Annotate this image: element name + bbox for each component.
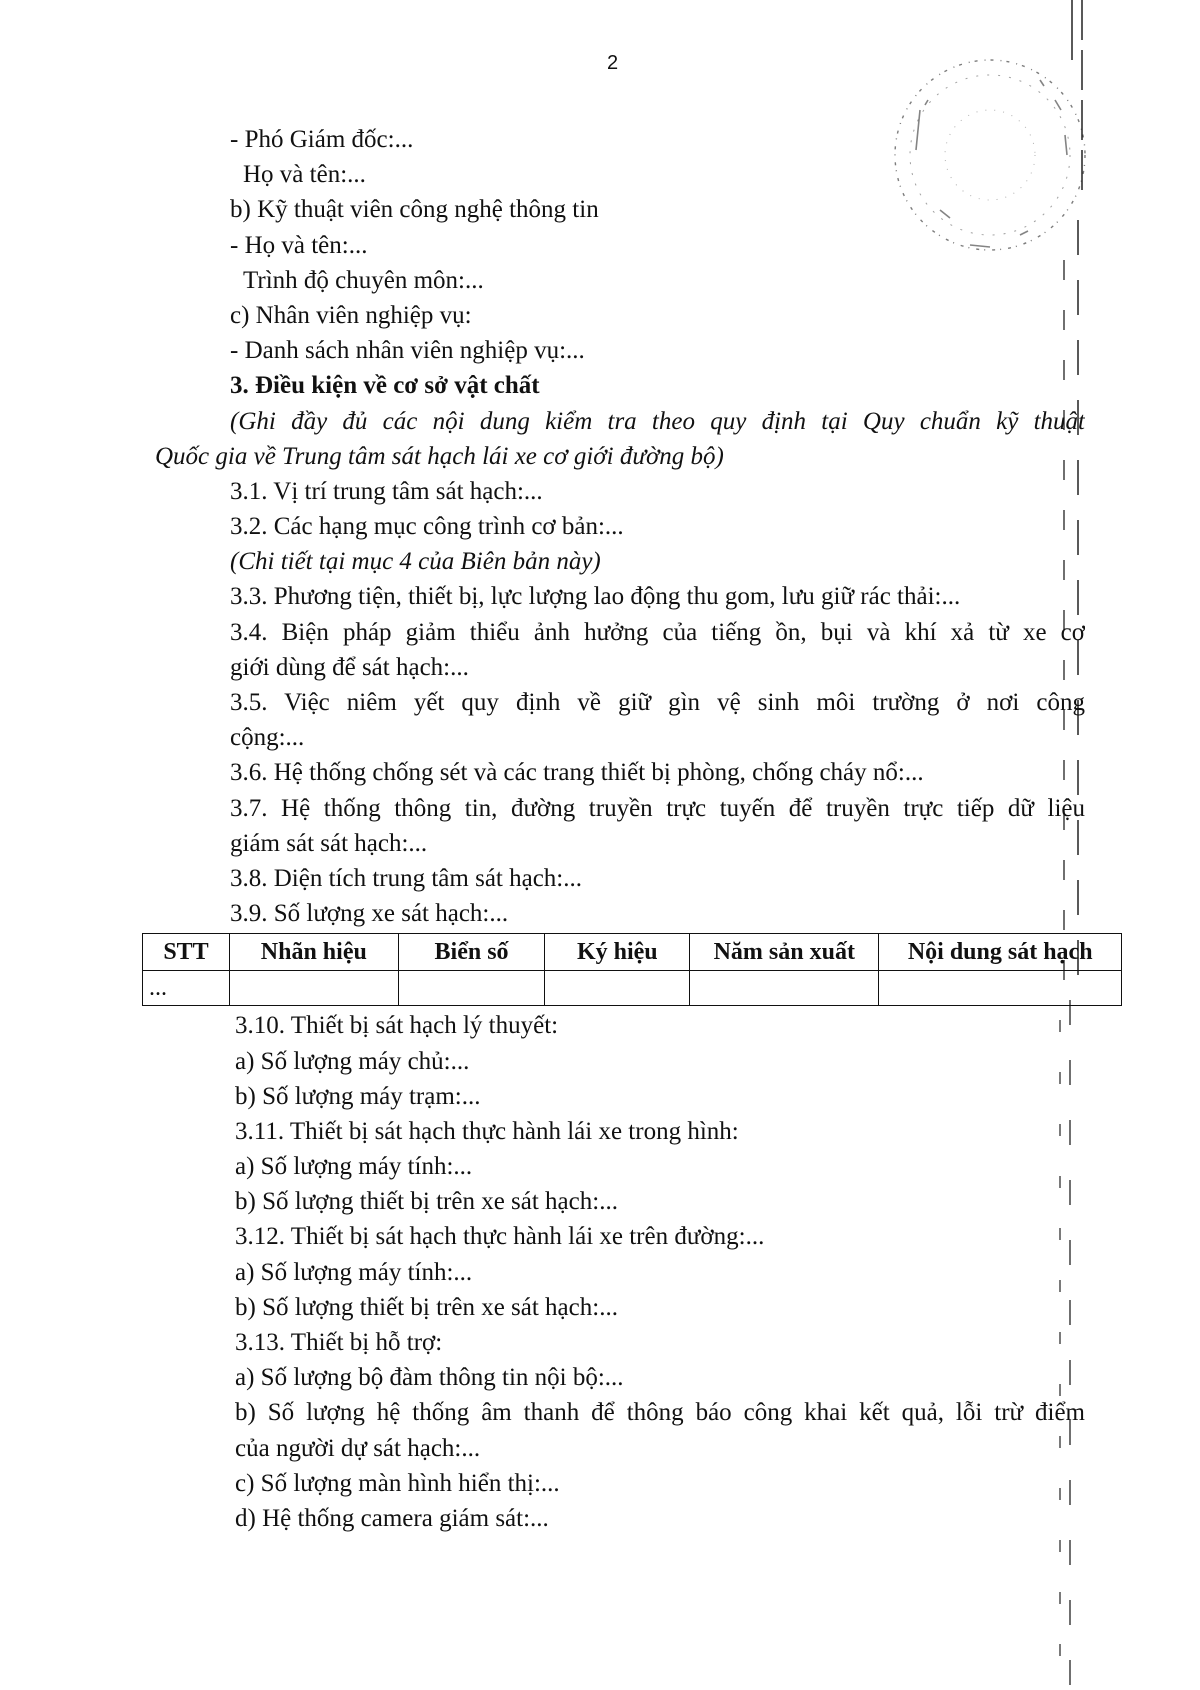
text-line: Trình độ chuyên môn:... bbox=[243, 266, 484, 294]
text-line: giám sát sát hạch:... bbox=[230, 829, 428, 857]
text-line: a) Số lượng máy chủ:... bbox=[235, 1047, 470, 1075]
table-cell bbox=[230, 971, 399, 1006]
text-line: 3.6. Hệ thống chống sét và các trang thiết bị phòng, chống cháy nổ:... bbox=[230, 759, 924, 787]
text-line: 3.4. Biện pháp giảm thiểu ảnh hưởng của tiếng ồn, bụi và khí xả từ xe cơ bbox=[230, 618, 1085, 646]
table-row bbox=[143, 971, 1122, 1006]
text-line: 3.8. Diện tích trung tâm sát hạch:... bbox=[230, 864, 583, 892]
text-line: cộng:... bbox=[230, 724, 305, 752]
text-line: 3.5. Việc niêm yết quy định về giữ gìn vệ sinh môi trường ở nơi công bbox=[230, 689, 1085, 716]
text-line: - Họ và tên:... bbox=[230, 231, 368, 259]
text-line: b) Kỹ thuật viên công nghệ thông tin bbox=[230, 196, 599, 224]
text-line: b) Số lượng thiết bị trên xe sát hạch:... bbox=[235, 1293, 618, 1321]
table-header-cell: Năm sản xuất bbox=[690, 934, 879, 971]
text-line: của người dự sát hạch:... bbox=[235, 1434, 481, 1462]
text-line: Quốc gia về Trung tâm sát hạch lái xe cơ giới đường bộ) bbox=[155, 442, 724, 470]
page-number: 2 bbox=[606, 52, 619, 74]
text-line: (Ghi đầy đủ các nội dung kiểm tra theo quy định tại Quy chuẩn kỹ thuật bbox=[230, 407, 1085, 435]
section-personnel-facilities bbox=[155, 122, 1085, 931]
text-line: b) Số lượng hệ thống âm thanh để thông báo công khai kết quả, lỗi trừ điểm bbox=[235, 1399, 1085, 1427]
table-header-cell: Biển số bbox=[398, 934, 545, 971]
text-line: 3.7. Hệ thống thông tin, đường truyền trực tuyến để truyền trực tiếp dữ liệu bbox=[230, 794, 1085, 822]
vehicle-table-header bbox=[143, 934, 1122, 971]
text-line: 3.13. Thiết bị hỗ trợ: bbox=[235, 1329, 443, 1356]
section-equipment bbox=[155, 1008, 1085, 1536]
text-line: b) Số lượng máy trạm:... bbox=[235, 1082, 481, 1110]
text-line: b) Số lượng thiết bị trên xe sát hạch:... bbox=[235, 1188, 618, 1216]
text-line: Họ và tên:... bbox=[243, 161, 366, 189]
text-line: a) Số lượng bộ đàm thông tin nội bộ:... bbox=[235, 1364, 624, 1392]
table-cell bbox=[690, 971, 879, 1006]
table-cell: ... bbox=[143, 971, 230, 1006]
text-line: giới dùng để sát hạch:... bbox=[230, 653, 469, 681]
text-line: 3.2. Các hạng mục công trình cơ bản:... bbox=[230, 513, 624, 541]
text-line: d) Hệ thống camera giám sát:... bbox=[235, 1504, 549, 1532]
table-cell bbox=[398, 971, 545, 1006]
table-header-cell: STT bbox=[143, 934, 230, 971]
text-line: 3.9. Số lượng xe sát hạch:... bbox=[230, 900, 509, 928]
document-body bbox=[149, 122, 1093, 1536]
text-line: a) Số lượng máy tính:... bbox=[235, 1258, 473, 1286]
text-line: (Chi tiết tại mục 4 của Biên bản này) bbox=[230, 548, 601, 576]
text-line: 3.12. Thiết bị sát hạch thực hành lái xe trên đường:... bbox=[235, 1223, 765, 1251]
text-line: 3.10. Thiết bị sát hạch lý thuyết: bbox=[235, 1012, 559, 1040]
table-header-cell: Ký hiệu bbox=[545, 934, 690, 971]
text-line: a) Số lượng máy tính:... bbox=[235, 1153, 473, 1181]
table-cell bbox=[545, 971, 690, 1006]
text-line: c) Nhân viên nghiệp vụ: bbox=[230, 301, 472, 329]
table-header-cell: Nội dung sát hạch bbox=[879, 934, 1122, 971]
text-line: 3. Điều kiện về cơ sở vật chất bbox=[230, 372, 540, 400]
text-line: 3.1. Vị trí trung tâm sát hạch:... bbox=[230, 477, 543, 505]
text-line: - Phó Giám đốc:... bbox=[230, 126, 414, 153]
text-line: 3.11. Thiết bị sát hạch thực hành lái xe trong hình: bbox=[235, 1117, 739, 1145]
text-line: - Danh sách nhân viên nghiệp vụ:... bbox=[230, 337, 585, 365]
text-line: c) Số lượng màn hình hiển thị:... bbox=[235, 1469, 560, 1497]
text-line: 3.3. Phương tiện, thiết bị, lực lượng lao động thu gom, lưu giữ rác thải:... bbox=[230, 583, 961, 611]
table-header-cell: Nhãn hiệu bbox=[230, 934, 399, 971]
vehicle-table bbox=[142, 933, 1122, 1006]
table-cell bbox=[879, 971, 1122, 1006]
